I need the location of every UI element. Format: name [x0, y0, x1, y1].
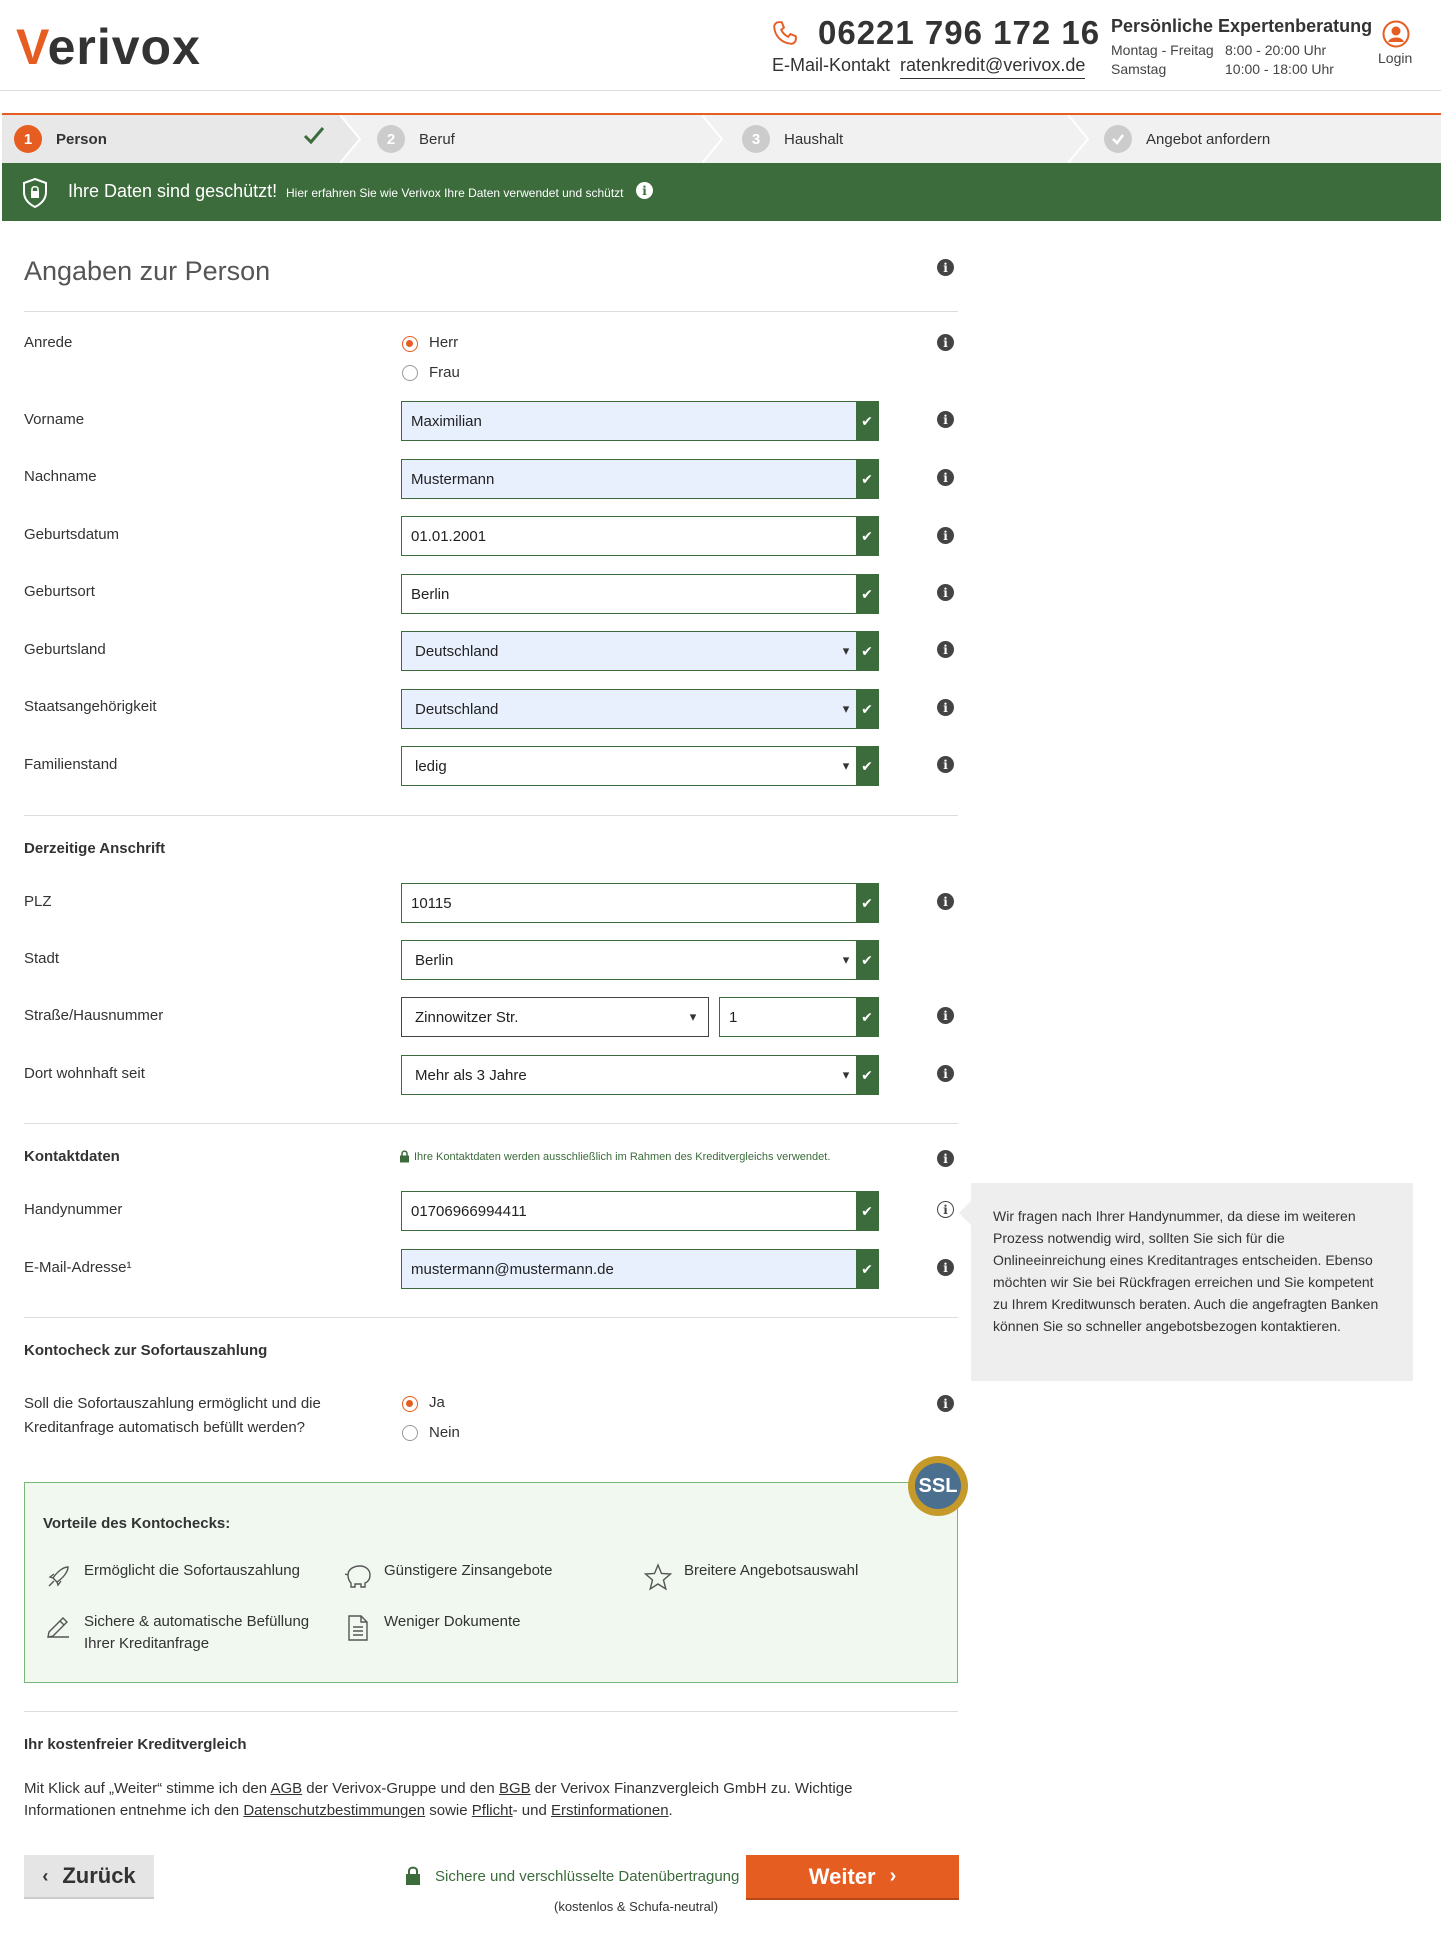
stadt-value: Berlin	[415, 951, 454, 969]
step-number: 1	[14, 125, 42, 153]
chevron-down-icon: ▾	[842, 952, 850, 967]
step-separator-icon	[1068, 115, 1092, 163]
divider	[24, 1123, 958, 1124]
step-label: Angebot anfordern	[1146, 130, 1271, 148]
familienstand-select[interactable]	[401, 746, 879, 786]
user-icon[interactable]	[1382, 20, 1410, 52]
advantage-angebotsauswahl: Breitere Angebotsauswahl	[684, 1562, 859, 1579]
kontakt-title: Kontaktdaten	[24, 1148, 120, 1165]
info-icon[interactable]: i	[937, 527, 954, 544]
step-number: 3	[742, 125, 770, 153]
chevron-down-icon: ▾	[689, 1009, 697, 1024]
advantage-befuellung: Sichere & automatische Befüllung	[84, 1613, 310, 1630]
chevron-down-icon: ▾	[842, 758, 850, 773]
nachname-input[interactable]	[401, 459, 879, 499]
lock-icon	[405, 1866, 421, 1886]
legal-text-part: - und	[512, 1802, 551, 1819]
email-contact-label: E-Mail-Kontakt	[772, 55, 891, 75]
geburtsdatum-label: Geburtsdatum	[24, 526, 120, 543]
handy-label: Handynummer	[24, 1201, 123, 1218]
handy-value: 01706966994411	[411, 1202, 527, 1220]
hausnummer-value: 1	[729, 1008, 738, 1026]
verivox-logo[interactable]	[16, 18, 201, 76]
divider	[24, 311, 958, 312]
info-icon[interactable]: i	[937, 1201, 954, 1218]
step-angebot[interactable]	[1104, 115, 1270, 163]
pencil-icon	[45, 1614, 71, 1644]
stadt-select[interactable]	[401, 940, 879, 980]
expert-title: Persönliche Expertenberatung	[1111, 16, 1373, 36]
info-icon[interactable]: i	[937, 469, 954, 486]
divider	[24, 1317, 958, 1318]
next-button[interactable]	[746, 1855, 959, 1900]
legal-text	[24, 1778, 944, 1822]
check-icon: ✔	[856, 517, 878, 555]
days-saturday: Samstag	[1111, 61, 1167, 77]
plz-label: PLZ	[24, 893, 52, 910]
advantage-dokumente: Weniger Dokumente	[384, 1613, 521, 1630]
chevron-down-icon: ▾	[842, 643, 850, 658]
info-icon[interactable]: i	[937, 1259, 954, 1276]
check-icon: ✔	[856, 402, 878, 440]
radio-frau[interactable]	[402, 365, 418, 381]
konto-question-line1: Soll die Sofortauszahlung ermöglicht und die	[24, 1395, 321, 1412]
radio-ja-label[interactable]: Ja	[429, 1394, 445, 1411]
check-icon: ✔	[856, 747, 878, 785]
hours-saturday: 10:00 - 18:00 Uhr	[1225, 61, 1334, 77]
check-icon: ✔	[856, 884, 878, 922]
info-icon[interactable]: i	[937, 334, 954, 351]
phone-icon	[772, 20, 798, 50]
staat-value: Deutschland	[415, 700, 499, 718]
step-beruf[interactable]	[377, 115, 455, 163]
step-label: Beruf	[419, 130, 455, 148]
vorname-label: Vorname	[24, 411, 85, 428]
chevron-right-icon: ›	[889, 1865, 897, 1887]
wohnhaft-value: Mehr als 3 Jahre	[415, 1066, 527, 1084]
rocket-icon	[45, 1564, 71, 1594]
logo-v: V	[16, 19, 48, 75]
radio-nein[interactable]	[402, 1425, 418, 1441]
geburtsdatum-input[interactable]	[401, 516, 879, 556]
email-value: mustermann@mustermann.de	[411, 1260, 614, 1278]
email-contact-link[interactable]: ratenkredit@verivox.de	[900, 55, 1085, 79]
legal-title: Ihr kostenfreier Kreditvergleich	[24, 1736, 247, 1753]
radio-ja[interactable]	[402, 1396, 418, 1412]
check-icon: ✔	[856, 460, 878, 498]
info-icon[interactable]: i	[937, 756, 954, 773]
info-icon[interactable]: i	[937, 1065, 954, 1082]
familienstand-value: ledig	[415, 757, 447, 775]
geburtsland-value: Deutschland	[415, 642, 499, 660]
info-icon[interactable]: i	[937, 1150, 954, 1167]
email-input[interactable]	[401, 1249, 879, 1289]
next-label: Weiter	[808, 1863, 876, 1889]
step-separator-icon	[340, 115, 364, 163]
radio-herr[interactable]	[402, 336, 418, 352]
info-icon[interactable]: i	[937, 584, 954, 601]
anschrift-title: Derzeitige Anschrift	[24, 840, 166, 857]
legal-text-part: sowie	[425, 1802, 472, 1819]
logo-text: erivox	[47, 19, 201, 75]
divider	[24, 1711, 958, 1712]
handy-tooltip: Wir fragen nach Ihrer Handynummer, da diese im weiteren Prozess notwendig wird, sollten Sie sich für die Onlineeinreichung eines Kreditantrages entscheiden. Ebenso möchten wir Sie bei Rückfragen erreichen und Sie kompetent zu Ihrem Kreditwunsch beraten. Auch die angefragten Banken können Sie so schneller angebotsbezogen kontaktieren.	[971, 1183, 1413, 1381]
hours-weekday: 8:00 - 20:00 Uhr	[1225, 42, 1327, 58]
advantages-box	[24, 1482, 958, 1683]
days-weekday: Montag - Freitag	[1111, 42, 1214, 58]
staat-label: Staatsangehörigkeit	[24, 698, 157, 715]
info-icon[interactable]: i	[937, 1395, 954, 1412]
check-icon: ✔	[856, 941, 878, 979]
privacy-link[interactable]: Hier erfahren Sie wie Verivox Ihre Daten verwendet und schützt	[286, 186, 624, 200]
datenschutz-link[interactable]: Datenschutzbestimmungen	[243, 1802, 426, 1819]
wohnhaft-select[interactable]	[401, 1055, 879, 1095]
konto-question-line2: Kreditanfrage automatisch befüllt werden?	[24, 1419, 306, 1436]
info-icon[interactable]: i	[937, 411, 954, 428]
geburtsort-input[interactable]	[401, 574, 879, 614]
plz-input[interactable]	[401, 883, 879, 923]
strasse-select[interactable]	[401, 997, 709, 1037]
pflicht-link[interactable]: Pflicht	[471, 1802, 513, 1819]
privacy-banner	[2, 163, 1441, 221]
info-icon[interactable]: i	[937, 1007, 954, 1024]
kontakt-note-text: Ihre Kontaktdaten werden ausschließlich im Rahmen des Kreditvergleichs verwendet.	[414, 1150, 831, 1163]
legal-text-part: der Verivox-Gruppe und den	[302, 1780, 499, 1797]
step-haushalt[interactable]	[742, 115, 843, 163]
header-divider	[0, 90, 1441, 91]
back-button[interactable]	[24, 1855, 154, 1899]
familienstand-label: Familienstand	[24, 756, 118, 773]
kontakt-note	[399, 1150, 830, 1163]
advantage-sofortauszahlung: Ermöglicht die Sofortauszahlung	[84, 1562, 300, 1579]
agb-link[interactable]: AGB	[270, 1780, 303, 1797]
document-icon	[347, 1614, 369, 1646]
legal-text-part: der Verivox Finanzvergleich GmbH zu. Wichtige Informationen entnehme ich den	[24, 1780, 853, 1819]
piggy-bank-icon	[343, 1562, 373, 1594]
step-separator-icon	[702, 115, 726, 163]
star-icon	[644, 1563, 672, 1595]
advantage-zinsangebote: Günstigere Zinsangebote	[384, 1562, 553, 1579]
login-link[interactable]: Login	[1378, 50, 1413, 66]
handy-input[interactable]	[401, 1191, 879, 1231]
back-label: Zurück	[62, 1863, 136, 1888]
erstinformationen-link[interactable]: Erstinformationen	[550, 1802, 669, 1819]
info-icon[interactable]: i	[937, 893, 954, 910]
radio-frau-label[interactable]: Frau	[429, 364, 460, 381]
geburtsland-select[interactable]	[401, 631, 879, 671]
step-label: Haushalt	[784, 130, 844, 148]
info-icon[interactable]: i	[937, 699, 954, 716]
geburtsort-label: Geburtsort	[24, 583, 95, 600]
check-icon: ✔	[856, 1250, 878, 1288]
step-person[interactable]	[2, 115, 342, 163]
secure-text: Sichere und verschlüsselte Datenübertragung	[435, 1867, 740, 1885]
strasse-label: Straße/Hausnummer	[24, 1007, 164, 1024]
wohnhaft-label: Dort wohnhaft seit	[24, 1065, 145, 1082]
ssl-seal	[908, 1456, 968, 1516]
hausnummer-input[interactable]	[719, 997, 879, 1037]
radio-herr-label[interactable]: Herr	[429, 334, 459, 351]
konto-title: Kontocheck zur Sofortauszahlung	[24, 1342, 268, 1359]
check-icon: ✔	[856, 1056, 878, 1094]
plz-value: 10115	[411, 894, 452, 912]
advantages-title: Vorteile des Kontochecks:	[43, 1515, 231, 1532]
check-icon: ✔	[856, 998, 878, 1036]
divider	[24, 815, 958, 816]
step-label: Person	[56, 130, 107, 148]
info-icon[interactable]: i	[937, 259, 954, 276]
info-icon[interactable]: i	[636, 182, 653, 199]
secure-transfer	[405, 1866, 739, 1886]
advantage-befuellung-line2: Ihrer Kreditanfrage	[84, 1635, 210, 1652]
shield-icon	[22, 178, 48, 212]
geburtsdatum-value: 01.01.2001	[411, 527, 487, 545]
staat-select[interactable]	[401, 689, 879, 729]
nachname-value: Mustermann	[411, 470, 495, 488]
progress-steps	[2, 115, 1441, 163]
stadt-label: Stadt	[24, 950, 60, 967]
chevron-down-icon: ▾	[842, 1067, 850, 1082]
check-icon: ✔	[856, 575, 878, 613]
legal-text-part: Mit Klick auf „Weiter“ stimme ich den	[24, 1780, 271, 1797]
check-circle-icon	[1104, 125, 1132, 153]
check-icon: ✔	[856, 690, 878, 728]
chevron-down-icon: ▾	[842, 701, 850, 716]
check-icon: ✔	[856, 1192, 878, 1230]
lock-icon	[399, 1150, 410, 1163]
info-icon[interactable]: i	[937, 641, 954, 658]
phone-number[interactable]: 06221 796 172 16	[818, 14, 1101, 51]
geburtsort-value: Berlin	[411, 585, 450, 603]
check-icon: ✔	[856, 632, 878, 670]
geburtsland-label: Geburtsland	[24, 641, 106, 658]
radio-nein-label[interactable]: Nein	[429, 1424, 460, 1441]
vorname-value: Maximilian	[411, 412, 482, 430]
vorname-input[interactable]	[401, 401, 879, 441]
anrede-label: Anrede	[24, 334, 73, 351]
bgb-link[interactable]: BGB	[498, 1780, 531, 1797]
strasse-value: Zinnowitzer Str.	[415, 1008, 519, 1026]
privacy-title: Ihre Daten sind geschützt!	[68, 181, 278, 201]
legal-text-part: .	[668, 1802, 673, 1819]
email-label: E-Mail-Adresse¹	[24, 1259, 132, 1276]
step-number: 2	[377, 125, 405, 153]
chevron-left-icon: ‹	[42, 1865, 49, 1886]
check-icon	[302, 123, 326, 151]
ssl-text: SSL	[915, 1463, 961, 1509]
costfree-note: (kostenlos & Schufa-neutral)	[554, 1899, 719, 1914]
nachname-label: Nachname	[24, 468, 97, 485]
page-title: Angaben zur Person	[24, 256, 271, 286]
